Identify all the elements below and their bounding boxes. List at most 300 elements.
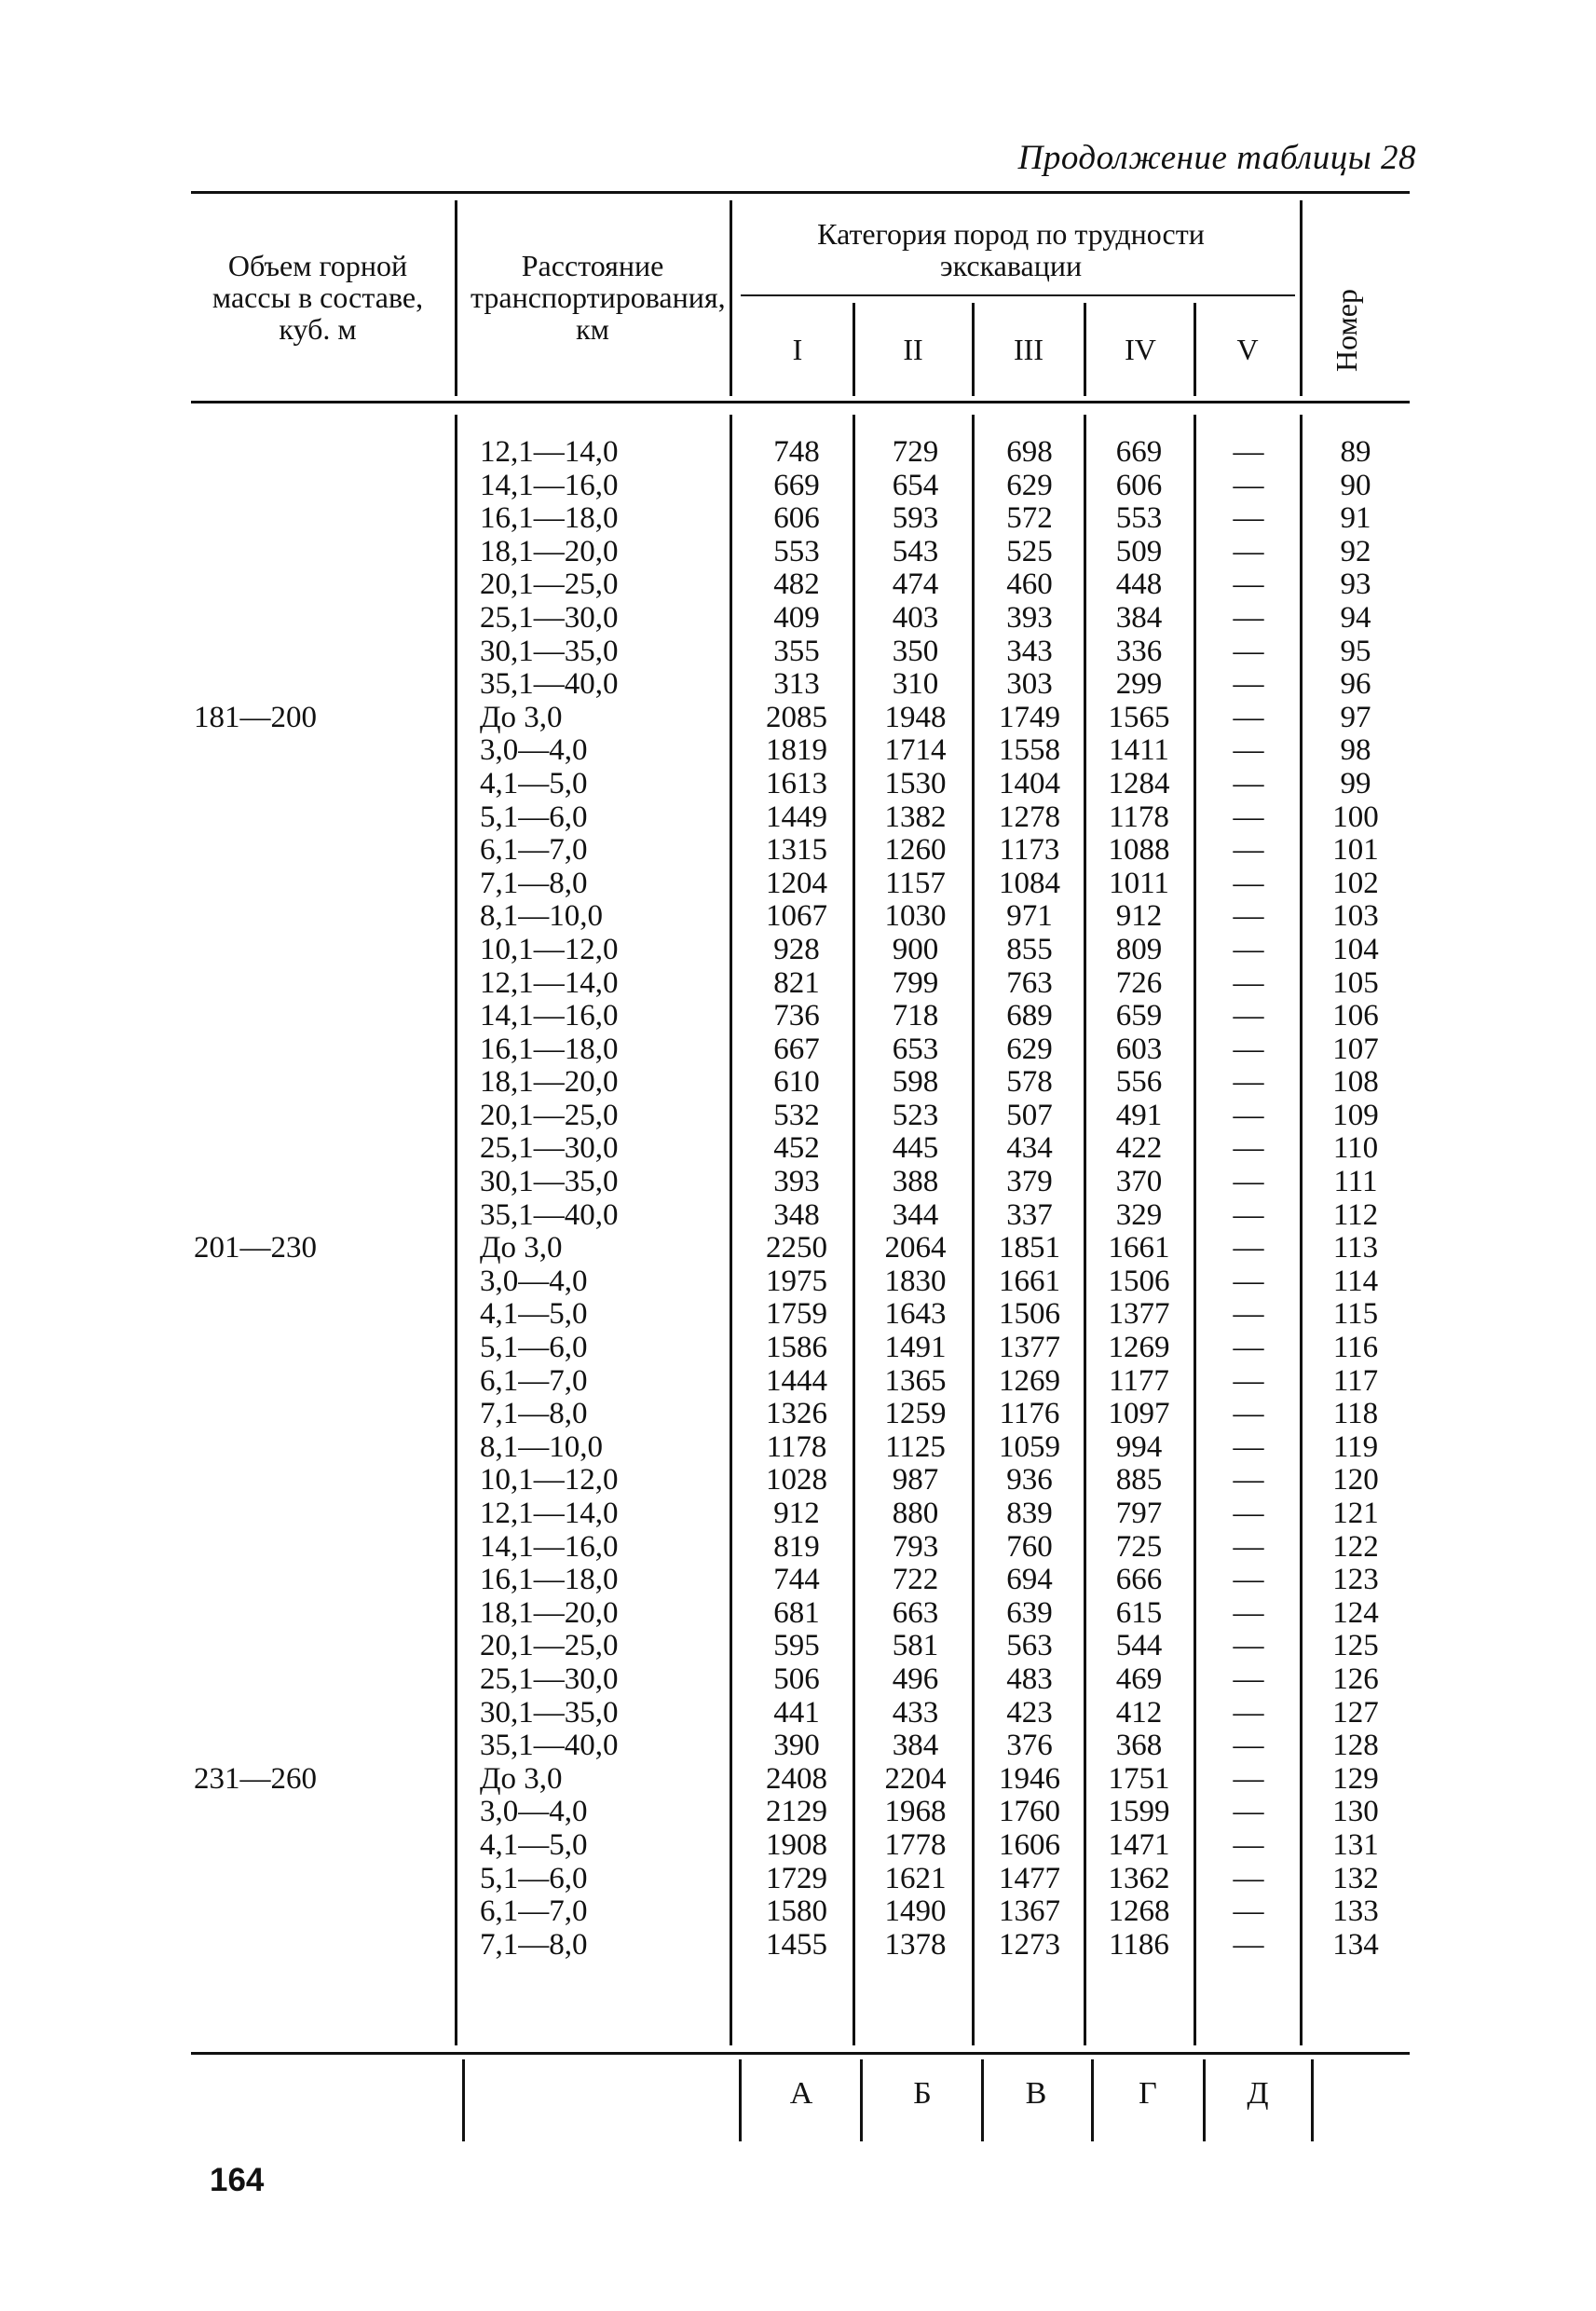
category-value-cell: — [1233,932,1264,966]
distance-cell: 18,1—20,0 [480,1595,619,1630]
row-number-cell: 110 [1332,1131,1379,1166]
category-value-cell: 460 [1006,567,1053,602]
col-rule-1 [455,200,457,396]
footer-letter-d: Д [1247,2076,1269,2111]
volume-spacer [194,470,445,503]
category-value-cell: 448 [1115,567,1163,602]
row-number-cell: 95 [1340,634,1371,668]
category-value-cell: 376 [1006,1729,1053,1763]
foot-rule-3 [860,2059,863,2141]
category-value-cell: 1506 [999,1297,1060,1332]
category-value-cell: — [1233,899,1264,934]
category-value-cell: 1661 [1108,1231,1170,1265]
row-number-cell: 133 [1332,1894,1379,1929]
volume-spacer [194,1132,445,1166]
category-value-cell: 1530 [884,766,947,800]
category-value-cell: 2204 [884,1761,947,1796]
category-value-cell: 507 [1006,1098,1053,1132]
category-value-cell: 912 [1115,899,1163,934]
category-value-cell: 1173 [999,833,1060,868]
body-rule-3 [853,415,855,2045]
row-number-cell: 124 [1332,1595,1379,1630]
category-value-cell: — [1233,833,1264,868]
row-number-cell: 96 [1340,667,1371,702]
category-value-cell: 423 [1006,1695,1053,1730]
category-value-cell: 578 [1006,1065,1053,1100]
category-subrule [741,294,1295,296]
category-value-cell: 368 [1115,1729,1163,1763]
category-value-cell: 532 [773,1098,820,1132]
category-value-cell: 525 [1006,534,1053,568]
category-value-cell: — [1233,1695,1264,1730]
category-value-cell: 821 [773,965,820,1000]
distance-cell: 20,1—25,0 [480,1098,619,1132]
category-value-cell: — [1233,965,1264,1000]
category-value-cell: 760 [1006,1529,1053,1564]
category-3-column [978,436,1081,1962]
distance-cell: 7,1—8,0 [480,1397,588,1431]
category-value-cell: 912 [773,1497,820,1530]
distance-cell: 30,1—35,0 [480,634,619,668]
category-value-cell: 1661 [999,1264,1060,1298]
category-value-cell: 572 [1006,501,1053,536]
foot-rule-4 [981,2059,984,2141]
category-value-cell: 1315 [766,833,827,868]
col-rule-6 [1194,303,1196,396]
volume-spacer [194,1431,445,1465]
category-value-cell: 2085 [766,700,827,734]
header-roman-4: IV [1125,333,1156,366]
distance-cell: 35,1—40,0 [480,1729,619,1763]
category-value-cell: — [1233,1429,1264,1464]
category-value-cell: 736 [773,999,820,1033]
volume-spacer [194,1464,445,1497]
category-value-cell: 1097 [1108,1397,1170,1431]
distance-cell: 8,1—10,0 [480,1429,603,1464]
category-value-cell: 885 [1115,1463,1163,1497]
category-value-cell: — [1233,1795,1264,1829]
header-volume: Объем горной массы в составе, куб. м [211,249,424,346]
row-number-cell: 97 [1340,700,1371,734]
category-value-cell: 1268 [1108,1894,1170,1929]
category-value-cell: 1273 [999,1927,1060,1962]
category-value-cell: 1178 [766,1429,827,1464]
category-value-cell: — [1233,1595,1264,1630]
category-value-cell: 445 [892,1131,939,1166]
category-value-cell: 1751 [1108,1761,1170,1796]
row-number-cell: 120 [1332,1463,1379,1497]
category-value-cell: 1975 [766,1264,827,1298]
category-value-cell: 1714 [884,733,947,768]
distance-cell: 4,1—5,0 [480,766,588,800]
row-number-cell: 117 [1332,1363,1379,1398]
category-value-cell: 629 [1006,1032,1053,1066]
category-value-cell: 839 [1006,1497,1053,1530]
row-number-cell: 121 [1332,1497,1379,1530]
category-value-cell: 900 [892,932,939,966]
category-value-cell: 669 [773,468,820,502]
body-rule-6 [1194,415,1196,2045]
header-roman-5: V [1236,333,1259,366]
category-2-column [862,436,969,1962]
distance-cell: 5,1—6,0 [480,1861,588,1895]
row-number-cell: 100 [1332,800,1379,834]
category-value-cell: — [1233,567,1264,602]
distance-cell: 35,1—40,0 [480,1197,619,1232]
category-value-cell: 388 [892,1165,939,1199]
category-value-cell: 1260 [884,833,947,868]
footer-letter-v: В [1025,2076,1047,2111]
volume-range: 231—260 [194,1761,317,1796]
category-value-cell: 1643 [884,1297,947,1332]
distance-cell: 3,0—4,0 [480,733,588,768]
volume-spacer [194,1497,445,1531]
category-value-cell: 1378 [884,1927,947,1962]
table-bottom-rule [191,2052,1410,2055]
category-value-cell: 1760 [999,1795,1060,1829]
category-value-cell: 469 [1115,1661,1163,1696]
category-value-cell: 348 [773,1197,820,1232]
category-value-cell: 1749 [999,700,1060,734]
category-value-cell: 379 [1006,1165,1053,1199]
row-number-cell: 126 [1332,1661,1379,1696]
row-number-cell: 129 [1332,1761,1379,1796]
distance-cell: 18,1—20,0 [480,534,619,568]
col-rule-2 [730,200,732,396]
category-value-cell: 667 [773,1032,820,1066]
category-value-cell: 1269 [1108,1331,1170,1365]
category-value-cell: 1606 [999,1827,1060,1862]
category-value-cell: 971 [1006,899,1053,934]
category-value-cell: 1259 [884,1397,947,1431]
row-number-cell: 91 [1340,501,1371,536]
category-value-cell: — [1233,1331,1264,1365]
foot-rule-5 [1091,2059,1094,2141]
category-value-cell: 793 [892,1529,939,1564]
distance-cell: До 3,0 [480,700,563,734]
category-value-cell: 1851 [999,1231,1060,1265]
volume-spacer [194,636,445,669]
category-value-cell: 299 [1115,667,1163,702]
category-value-cell: 1084 [999,866,1060,900]
category-value-cell: 523 [892,1098,939,1132]
category-value-cell: 729 [892,435,939,469]
row-number-cell: 101 [1332,833,1379,868]
distance-cell: 16,1—18,0 [480,1563,619,1597]
row-number-cell: 123 [1332,1563,1379,1597]
volume-spacer [194,1398,445,1431]
category-value-cell: 1908 [766,1827,827,1862]
volume-spacer [194,1531,445,1565]
volume-spacer [194,801,445,835]
volume-spacer [194,967,445,1001]
volume-spacer [194,868,445,901]
category-value-cell: 666 [1115,1563,1163,1597]
category-value-cell: 718 [892,999,939,1033]
volume-spacer [194,1730,445,1763]
body-rule-4 [972,415,975,2045]
category-value-cell: 606 [1115,468,1163,502]
category-value-cell: 606 [773,501,820,536]
volume-range: 181—200 [194,700,317,734]
category-value-cell: — [1233,700,1264,734]
distance-cell: 12,1—14,0 [480,1497,619,1530]
volume-spacer [194,1166,445,1199]
header-roman-1: I [792,333,803,366]
category-value-cell: 629 [1006,468,1053,502]
distance-cell: 12,1—14,0 [480,965,619,1000]
row-number-cell: 103 [1332,899,1379,934]
foot-rule-7 [1311,2059,1314,2141]
category-value-cell: 1186 [1109,1927,1169,1962]
volume-spacer [194,1597,445,1631]
category-value-cell: 936 [1006,1463,1053,1497]
row-number-cell: 131 [1332,1827,1379,1862]
row-number-cell: 128 [1332,1729,1379,1763]
category-value-cell: 409 [773,600,820,635]
category-value-cell: 598 [892,1065,939,1100]
category-value-cell: 639 [1006,1595,1053,1630]
category-value-cell: 422 [1115,1131,1163,1166]
distance-cell: 14,1—16,0 [480,999,619,1033]
volume-spacer [194,1564,445,1597]
category-value-cell: — [1233,1397,1264,1431]
volume-column [194,436,445,1962]
volume-spacer [194,734,445,768]
row-number-cell: 92 [1340,534,1371,568]
distance-cell: 25,1—30,0 [480,600,619,635]
row-number-cell: 89 [1340,435,1371,469]
volume-spacer [194,1298,445,1332]
category-value-cell: 491 [1115,1098,1163,1132]
row-number-cell: 93 [1340,567,1371,602]
row-number-cell: 134 [1332,1927,1379,1962]
row-number-cell: 115 [1332,1297,1379,1332]
category-value-cell: 928 [773,932,820,966]
body-rule-7 [1300,415,1303,2045]
category-value-cell: 1778 [884,1827,947,1862]
volume-range: 201—230 [194,1231,317,1265]
category-value-cell: 681 [773,1595,820,1630]
row-number-cell: 130 [1332,1795,1379,1829]
category-value-cell: 483 [1006,1661,1053,1696]
category-value-cell: 1365 [884,1363,947,1398]
category-value-cell: 1613 [766,766,827,800]
category-value-cell: 452 [773,1131,820,1166]
category-value-cell: — [1233,435,1264,469]
category-value-cell: — [1233,1529,1264,1564]
category-value-cell: 1377 [1108,1297,1170,1332]
category-value-cell: 441 [773,1695,820,1730]
volume-spacer [194,934,445,967]
category-value-cell: 1177 [1109,1363,1169,1398]
category-value-cell: 1411 [1109,733,1169,768]
footer-letter-b: Б [913,2076,932,2111]
table-caption: Продолжение таблицы 28 [1017,139,1416,177]
category-value-cell: 669 [1115,435,1163,469]
header-roman-2: II [903,333,923,366]
category-value-cell: 659 [1115,999,1163,1033]
category-value-cell: 1580 [766,1894,827,1929]
category-value-cell: 799 [892,965,939,1000]
volume-spacer [194,1895,445,1929]
category-value-cell: 663 [892,1595,939,1630]
category-value-cell: 506 [773,1661,820,1696]
category-value-cell: 1471 [1108,1827,1170,1862]
category-value-cell: 2064 [884,1231,947,1265]
category-value-cell: 1729 [766,1861,827,1895]
category-value-cell: — [1233,1861,1264,1895]
category-value-cell: 1565 [1108,700,1170,734]
volume-spacer [194,568,445,602]
category-value-cell: 344 [892,1197,939,1232]
row-number-cell: 113 [1332,1231,1379,1265]
distance-cell: 12,1—14,0 [480,435,619,469]
category-value-cell: 509 [1115,534,1163,568]
volume-spacer [194,1100,445,1133]
category-value-cell: 698 [1006,435,1053,469]
category-4-column [1085,436,1193,1962]
category-value-cell: 433 [892,1695,939,1730]
category-value-cell: 1946 [999,1761,1060,1796]
volume-spacer [194,1796,445,1829]
distance-cell: 10,1—12,0 [480,932,619,966]
header-roman-3: III [1014,333,1044,366]
category-value-cell: 694 [1006,1563,1053,1597]
category-value-cell: 343 [1006,634,1053,668]
category-value-cell: — [1233,501,1264,536]
category-value-cell: 725 [1115,1529,1163,1564]
category-value-cell: — [1233,766,1264,800]
category-value-cell: 384 [1115,600,1163,635]
volume-spacer [194,1365,445,1399]
row-number-cell: 118 [1332,1397,1379,1431]
row-number-cell: 102 [1332,866,1379,900]
category-value-cell: 412 [1115,1695,1163,1730]
category-value-cell: 553 [1115,501,1163,536]
category-value-cell: 748 [773,435,820,469]
category-value-cell: 1506 [1108,1264,1170,1298]
volume-spacer [194,1199,445,1233]
distance-cell: 5,1—6,0 [480,1331,588,1365]
distance-cell: 7,1—8,0 [480,1927,588,1962]
category-value-cell: 1362 [1108,1861,1170,1895]
category-value-cell: 553 [773,534,820,568]
volume-spacer [194,536,445,569]
row-number-cell: 114 [1332,1264,1379,1298]
category-value-cell: 313 [773,667,820,702]
distance-cell: 4,1—5,0 [480,1297,588,1332]
category-value-cell: 726 [1115,965,1163,1000]
category-value-cell: — [1233,866,1264,900]
foot-rule-1 [462,2059,465,2141]
category-value-cell: 543 [892,534,939,568]
row-number-cell: 99 [1340,766,1371,800]
row-number-cell: 125 [1332,1629,1379,1663]
volume-spacer [194,768,445,801]
volume-spacer [194,602,445,636]
volume-spacer [194,1265,445,1299]
category-value-cell: 1011 [1109,866,1169,900]
distance-cell: 30,1—35,0 [480,1695,619,1730]
distance-cell: 6,1—7,0 [480,833,588,868]
distance-cell: 20,1—25,0 [480,1629,619,1663]
category-value-cell: 1558 [999,733,1060,768]
row-number-cell: 90 [1340,468,1371,502]
category-value-cell: 303 [1006,667,1053,702]
distance-cell: 35,1—40,0 [480,667,619,702]
category-value-cell: 434 [1006,1131,1053,1166]
volume-spacer [194,1863,445,1896]
category-value-cell: — [1233,634,1264,668]
row-number-cell: 94 [1340,600,1371,635]
category-value-cell: — [1233,1297,1264,1332]
row-number-cell: 132 [1332,1861,1379,1895]
category-value-cell: 1367 [999,1894,1060,1929]
category-value-cell: 556 [1115,1065,1163,1100]
header-number: Номер [1330,289,1363,373]
category-value-cell: 1444 [766,1363,827,1398]
row-number-cell: 109 [1332,1098,1379,1132]
category-value-cell: 1830 [884,1264,947,1298]
category-value-cell: 1088 [1108,833,1170,868]
number-column [1309,436,1402,1962]
category-value-cell: 819 [773,1529,820,1564]
volume-spacer [194,436,445,470]
row-number-cell: 119 [1332,1429,1379,1464]
category-value-cell: 1968 [884,1795,947,1829]
category-value-cell: — [1233,1065,1264,1100]
category-value-cell: 1599 [1108,1795,1170,1829]
category-value-cell: 1059 [999,1429,1060,1464]
category-value-cell: 1125 [885,1429,946,1464]
header-category: Категория пород по трудности экскавации [817,217,1205,282]
category-value-cell: 1377 [999,1331,1060,1365]
category-value-cell: — [1233,1729,1264,1763]
volume-spacer [194,668,445,702]
category-value-cell: 563 [1006,1629,1053,1663]
distance-cell: 25,1—30,0 [480,1131,619,1166]
top-rule [191,191,1410,194]
category-value-cell: 482 [773,567,820,602]
footer-letter-g: Г [1139,2076,1157,2111]
category-value-cell: 350 [892,634,939,668]
category-value-cell: 355 [773,634,820,668]
category-value-cell: 393 [1006,600,1053,635]
distance-cell: 18,1—20,0 [480,1065,619,1100]
distance-cell: 16,1—18,0 [480,501,619,536]
category-value-cell: 1490 [884,1894,947,1929]
row-number-cell: 112 [1332,1197,1379,1232]
volume-spacer [194,1066,445,1100]
category-value-cell: — [1233,1629,1264,1663]
category-value-cell: 310 [892,667,939,702]
volume-spacer [194,1829,445,1863]
category-value-cell: 1284 [1108,766,1170,800]
category-value-cell: — [1233,1761,1264,1796]
row-number-cell: 107 [1332,1032,1379,1066]
category-value-cell: 2129 [766,1795,827,1829]
category-value-cell: 2250 [766,1231,827,1265]
col-rule-4 [972,303,975,396]
category-value-cell: — [1233,1927,1264,1962]
row-number-cell: 98 [1340,733,1371,768]
category-value-cell: 1028 [766,1463,827,1497]
volume-spacer [194,1929,445,1962]
category-value-cell: 1819 [766,733,827,768]
category-value-cell: — [1233,999,1264,1033]
category-value-cell: 1030 [884,899,947,934]
